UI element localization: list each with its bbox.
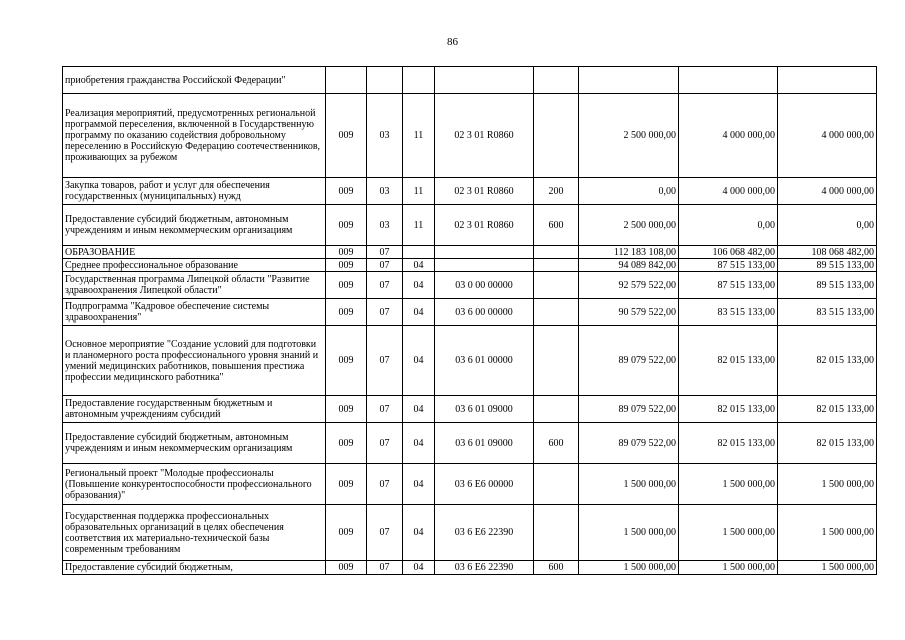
cell-ved-code: 009 [326,464,367,505]
cell-amount-year3: 83 515 133,00 [778,299,877,326]
cell-expense-type [534,259,579,272]
row-name: Предоставление субсидий бюджетным, [63,561,326,575]
table-row [63,246,877,259]
cell-subsection-code: 04 [403,326,435,396]
row-name: Основное мероприятие "Создание условий для подготовки и планомерного роста профессионального уровня знаний и умений медицинских работников, повышения престижа профессии медицинского работника" [63,326,326,396]
table-row [63,67,877,94]
row-name: приобретения гражданства Российской Федерации" [63,67,326,94]
cell-amount-year2: 4 000 000,00 [679,178,778,205]
cell-amount-year1: 1 500 000,00 [579,561,679,575]
cell-ved-code: 009 [326,396,367,423]
table-row [63,205,877,246]
cell-amount-year2: 1 500 000,00 [679,464,778,505]
cell-section-code: 07 [367,561,403,575]
cell-amount-year3: 108 068 482,00 [778,246,877,259]
cell-target-article [435,259,534,272]
cell-target-article [435,67,534,94]
cell-ved-code [326,67,367,94]
table-row [63,505,877,561]
cell-amount-year2: 4 000 000,00 [679,94,778,178]
cell-target-article: 03 6 E6 22390 [435,505,534,561]
cell-amount-year1: 2 500 000,00 [579,94,679,178]
cell-subsection-code: 04 [403,272,435,299]
table-row [63,272,877,299]
cell-target-article: 03 6 01 09000 [435,423,534,464]
table-row [63,326,877,396]
cell-amount-year2: 82 015 133,00 [679,423,778,464]
table-row [63,178,877,205]
cell-ved-code: 009 [326,272,367,299]
cell-ved-code: 009 [326,178,367,205]
cell-target-article: 03 6 01 09000 [435,396,534,423]
cell-section-code: 03 [367,94,403,178]
cell-amount-year3: 1 500 000,00 [778,561,877,575]
cell-amount-year1: 89 079 522,00 [579,396,679,423]
cell-amount-year3: 1 500 000,00 [778,464,877,505]
cell-amount-year1: 2 500 000,00 [579,205,679,246]
cell-expense-type [534,272,579,299]
cell-section-code: 03 [367,178,403,205]
cell-expense-type [534,94,579,178]
cell-subsection-code: 11 [403,94,435,178]
cell-amount-year3: 89 515 133,00 [778,259,877,272]
cell-subsection-code: 11 [403,205,435,246]
row-name: Подпрограмма "Кадровое обеспечение системы здравоохранения" [63,299,326,326]
cell-amount-year1: 1 500 000,00 [579,505,679,561]
row-name: Среднее профессиональное образование [63,259,326,272]
cell-expense-type [534,505,579,561]
cell-amount-year3: 4 000 000,00 [778,94,877,178]
cell-amount-year3: 82 015 133,00 [778,326,877,396]
cell-amount-year2: 0,00 [679,205,778,246]
cell-target-article: 02 3 01 R0860 [435,178,534,205]
cell-expense-type: 600 [534,205,579,246]
cell-target-article: 03 0 00 00000 [435,272,534,299]
table-row [63,259,877,272]
row-name: Закупка товаров, работ и услуг для обеспечения государственных (муниципальных) нужд [63,178,326,205]
cell-amount-year1: 89 079 522,00 [579,326,679,396]
cell-amount-year1: 1 500 000,00 [579,464,679,505]
cell-amount-year1: 90 579 522,00 [579,299,679,326]
cell-expense-type: 200 [534,178,579,205]
cell-section-code: 07 [367,272,403,299]
cell-expense-type [534,464,579,505]
cell-ved-code: 009 [326,423,367,464]
cell-amount-year1: 0,00 [579,178,679,205]
cell-target-article: 03 6 E6 22390 [435,561,534,575]
cell-amount-year2 [679,67,778,94]
cell-subsection-code [403,246,435,259]
cell-target-article: 03 6 E6 00000 [435,464,534,505]
cell-amount-year2: 83 515 133,00 [679,299,778,326]
cell-amount-year3: 82 015 133,00 [778,396,877,423]
cell-section-code: 07 [367,299,403,326]
cell-expense-type [534,299,579,326]
cell-ved-code: 009 [326,94,367,178]
cell-section-code: 07 [367,423,403,464]
cell-amount-year3: 89 515 133,00 [778,272,877,299]
cell-subsection-code: 04 [403,259,435,272]
cell-amount-year1 [579,67,679,94]
cell-ved-code: 009 [326,259,367,272]
table-row [63,396,877,423]
row-name: Предоставление государственным бюджетным и автономным учреждениям субсидий [63,396,326,423]
cell-subsection-code: 04 [403,505,435,561]
cell-target-article: 03 6 00 00000 [435,299,534,326]
cell-expense-type: 600 [534,561,579,575]
row-name: Предоставление субсидий бюджетным, автономным учреждениям и иным некоммерческим организациям [63,423,326,464]
cell-amount-year1: 92 579 522,00 [579,272,679,299]
cell-section-code: 07 [367,246,403,259]
cell-section-code [367,67,403,94]
cell-amount-year3 [778,67,877,94]
cell-expense-type [534,326,579,396]
cell-section-code: 07 [367,464,403,505]
cell-ved-code: 009 [326,246,367,259]
cell-amount-year3: 82 015 133,00 [778,423,877,464]
table-row [63,423,877,464]
cell-amount-year3: 4 000 000,00 [778,178,877,205]
row-name: Региональный проект "Молодые профессионалы (Повышение конкурентоспособности профессионального образования)" [63,464,326,505]
row-name: Государственная программа Липецкой области "Развитие здравоохранения Липецкой области" [63,272,326,299]
cell-section-code: 07 [367,259,403,272]
cell-target-article: 02 3 01 R0860 [435,205,534,246]
cell-amount-year1: 89 079 522,00 [579,423,679,464]
cell-amount-year2: 106 068 482,00 [679,246,778,259]
cell-expense-type [534,67,579,94]
cell-expense-type: 600 [534,423,579,464]
cell-subsection-code [403,67,435,94]
cell-amount-year3: 0,00 [778,205,877,246]
cell-amount-year3: 1 500 000,00 [778,505,877,561]
cell-expense-type [534,246,579,259]
cell-amount-year2: 1 500 000,00 [679,561,778,575]
cell-target-article [435,246,534,259]
cell-amount-year2: 82 015 133,00 [679,326,778,396]
cell-section-code: 07 [367,326,403,396]
cell-ved-code: 009 [326,561,367,575]
cell-amount-year1: 94 089 842,00 [579,259,679,272]
table-row [63,464,877,505]
cell-subsection-code: 04 [403,423,435,464]
page-number: 86 [447,36,458,48]
cell-amount-year2: 82 015 133,00 [679,396,778,423]
row-name: Реализация мероприятий, предусмотренных региональной программой переселения, включенной в Государственную программу по оказанию содействия добровольному переселению в Российскую Федерацию соотечественников, проживающих за рубежом [63,94,326,178]
cell-ved-code: 009 [326,299,367,326]
table-row [63,94,877,178]
cell-section-code: 07 [367,505,403,561]
table-row [63,561,877,575]
row-name: ОБРАЗОВАНИЕ [63,246,326,259]
budget-table [62,66,877,575]
cell-target-article: 02 3 01 R0860 [435,94,534,178]
cell-ved-code: 009 [326,326,367,396]
row-name: Предоставление субсидий бюджетным, автономным учреждениям и иным некоммерческим организациям [63,205,326,246]
cell-target-article: 03 6 01 00000 [435,326,534,396]
cell-subsection-code: 04 [403,561,435,575]
row-name: Государственная поддержка профессиональных образовательных организаций в целях обеспечения соответствия их материально-технической базы современным требованиям [63,505,326,561]
table-row [63,299,877,326]
cell-section-code: 03 [367,205,403,246]
cell-amount-year2: 1 500 000,00 [679,505,778,561]
cell-subsection-code: 11 [403,178,435,205]
cell-section-code: 07 [367,396,403,423]
cell-amount-year1: 112 183 108,00 [579,246,679,259]
cell-subsection-code: 04 [403,299,435,326]
cell-amount-year2: 87 515 133,00 [679,259,778,272]
cell-ved-code: 009 [326,505,367,561]
cell-subsection-code: 04 [403,464,435,505]
cell-ved-code: 009 [326,205,367,246]
cell-expense-type [534,396,579,423]
table-body [63,67,877,575]
cell-amount-year2: 87 515 133,00 [679,272,778,299]
cell-subsection-code: 04 [403,396,435,423]
